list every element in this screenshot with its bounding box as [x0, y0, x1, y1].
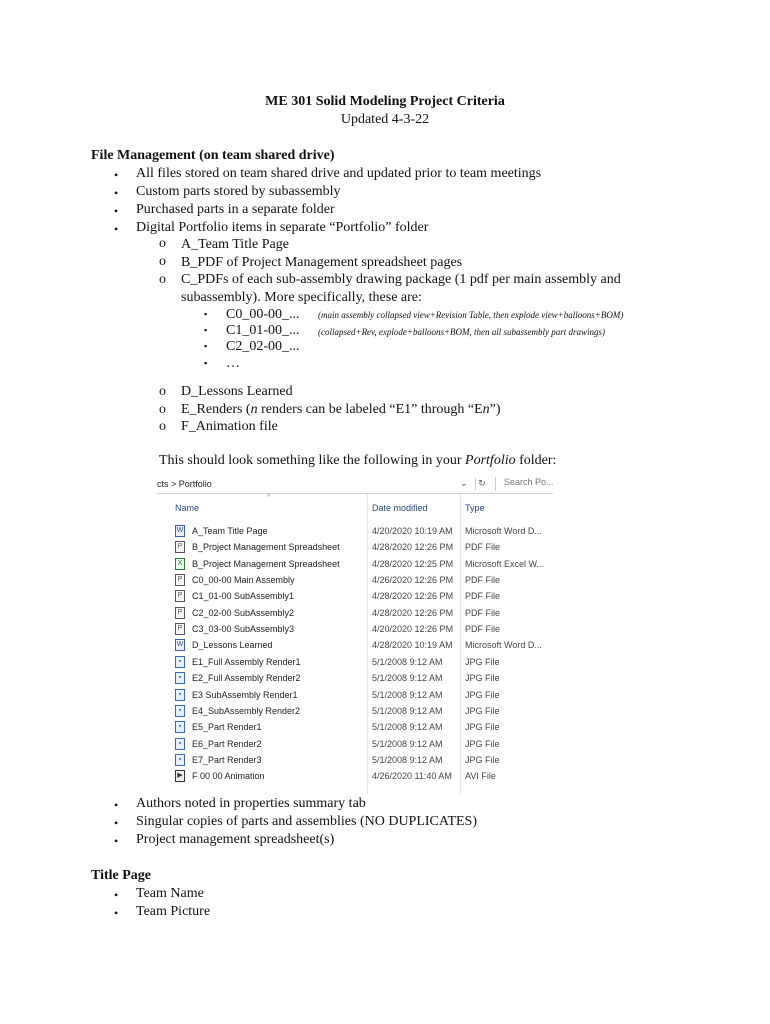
refresh-icon: ↻ [475, 478, 488, 490]
file-date: 4/26/2020 12:26 PM [372, 575, 454, 586]
file-date: 4/28/2020 12:25 PM [372, 558, 454, 569]
list-item: D_Lessons Learned [181, 384, 293, 399]
list-item-renders [181, 402, 501, 418]
file-jpg-icon: ▪ [175, 672, 185, 684]
file-name: E1_Full Assembly Render1 [192, 656, 301, 667]
search-input: Search Po... [495, 477, 560, 491]
file-row [175, 671, 553, 687]
list-item: Purchased parts in a separate folder [136, 202, 335, 217]
text-italic: Portfolio [465, 453, 516, 468]
square-bullet-icon: ▪ [204, 325, 208, 335]
page-subtitle: Updated 4-3-22 [340, 112, 430, 127]
list-item-continued: subassembly). More specifically, these are: [181, 290, 422, 305]
file-type: JPG File [465, 722, 500, 733]
list-item: C1_01-00_... [226, 323, 300, 338]
file-name: E6_Part Render2 [192, 738, 262, 749]
bullet-icon: • [114, 204, 119, 218]
file-avi-icon: ▶ [175, 770, 185, 782]
file-date: 4/28/2020 10:19 AM [372, 640, 453, 651]
file-name: E3 SubAssembly Render1 [192, 689, 298, 700]
bullet-icon: • [114, 222, 119, 236]
chevron-down-icon: ⌄ [460, 478, 468, 488]
section-heading-title-page: Title Page [91, 868, 152, 883]
file-row [175, 573, 553, 589]
file-date: 4/20/2020 10:19 AM [372, 526, 453, 536]
column-header-date: Date modified [372, 503, 428, 513]
list-item: Custom parts stored by subassembly [136, 184, 341, 199]
square-bullet-icon: ▪ [204, 309, 208, 319]
file-jpg-icon: ▪ [175, 738, 185, 750]
list-item: F_Animation file [181, 419, 278, 434]
bullet-icon: • [114, 834, 119, 848]
file-row [175, 769, 553, 785]
file-type: PDF File [465, 575, 501, 586]
list-item: Singular copies of parts and assemblies (NO DUPLICATES) [136, 814, 478, 829]
file-date: 5/1/2008 9:12 AM [372, 673, 443, 684]
file-pdf-icon: P [175, 590, 185, 602]
bullet-icon: • [114, 816, 119, 830]
file-excel-icon: X [175, 558, 185, 570]
file-name: C0_00-00 Main Assembly [192, 575, 295, 586]
file-type: JPG File [465, 738, 500, 749]
file-row [175, 540, 553, 556]
file-jpg-icon: ▪ [175, 705, 185, 717]
file-name: F 00 00 Animation [192, 771, 265, 782]
file-type: Microsoft Excel W... [465, 558, 545, 569]
file-name: C1_01-00 SubAssembly1 [192, 591, 295, 602]
bullet-icon: • [114, 906, 119, 920]
text-segment: This should look something like the following in your [159, 453, 466, 468]
file-pdf-icon: P [175, 541, 185, 553]
section-heading-file-management: File Management (on team shared drive) [91, 148, 335, 163]
file-pdf-icon: P [175, 623, 185, 635]
circle-bullet-icon: o [159, 254, 166, 269]
file-type: PDF File [465, 607, 501, 618]
file-date: 4/28/2020 12:26 PM [372, 542, 454, 553]
file-date: 5/1/2008 9:12 AM [372, 656, 443, 667]
file-row [175, 688, 553, 704]
file-jpg-icon: ▪ [175, 721, 185, 733]
list-item: Team Name [136, 886, 204, 901]
bullet-icon: • [114, 888, 119, 902]
file-date: 5/1/2008 9:12 AM [372, 738, 443, 749]
address-bar [157, 477, 553, 494]
file-row [175, 704, 553, 720]
bullet-icon: • [114, 186, 119, 200]
file-date: 5/1/2008 9:12 AM [372, 689, 443, 700]
file-name: D_Lessons Learned [192, 640, 273, 651]
file-date: 5/1/2008 9:12 AM [372, 754, 443, 765]
text-italic: n [250, 402, 258, 417]
text-italic: n [482, 402, 490, 417]
file-type: JPG File [465, 673, 500, 684]
circle-bullet-icon: o [159, 419, 166, 434]
file-name: E5_Part Render1 [192, 722, 262, 733]
file-type: AVI File [465, 771, 496, 782]
file-date: 4/20/2020 12:26 PM [372, 624, 454, 635]
explorer-intro [159, 453, 556, 469]
file-name: A_Team Title Page [192, 526, 268, 536]
list-item: All files stored on team shared drive and updated prior to team meetings [136, 166, 542, 181]
bullet-icon: • [114, 798, 119, 812]
breadcrumb: cts > Portfolio [157, 479, 212, 489]
file-type: PDF File [465, 624, 501, 635]
file-pdf-icon: P [175, 607, 185, 619]
file-name: C2_02-00 SubAssembly2 [192, 607, 295, 618]
file-name: E4_SubAssembly Render2 [192, 705, 301, 716]
sort-arrow-icon: ^ [267, 494, 271, 501]
list-item: C2_02-00_... [226, 339, 300, 354]
text-segment: ”) [489, 402, 501, 417]
file-row [175, 622, 553, 638]
file-word-icon: W [175, 525, 185, 537]
text-segment: E_Renders ( [181, 402, 251, 417]
file-explorer-screenshot [157, 474, 553, 794]
list-item: B_PDF of Project Management spreadsheet pages [181, 255, 463, 270]
file-row [175, 524, 553, 540]
file-row [175, 720, 553, 736]
square-bullet-icon: ▪ [204, 341, 208, 351]
file-row [175, 557, 553, 573]
text-segment: renders can be labeled “E1” through “E [257, 402, 483, 417]
file-date: 4/26/2020 11:40 AM [372, 771, 452, 782]
file-row [175, 589, 553, 605]
file-date: 5/1/2008 9:12 AM [372, 722, 443, 733]
file-jpg-icon: ▪ [175, 689, 185, 701]
list-item: C_PDFs of each sub-assembly drawing package (1 pdf per main assembly and [181, 272, 621, 287]
list-item: Team Picture [136, 904, 211, 919]
list-item: Project management spreadsheet(s) [136, 832, 335, 847]
file-type: PDF File [465, 542, 501, 553]
file-row [175, 606, 553, 622]
file-jpg-icon: ▪ [175, 656, 185, 668]
column-header-name: Name [175, 503, 200, 513]
bullet-icon: • [114, 168, 119, 182]
file-row [175, 638, 553, 654]
file-type: JPG File [465, 689, 500, 700]
file-date: 4/28/2020 12:26 PM [372, 591, 454, 602]
file-type: JPG File [465, 705, 500, 716]
circle-bullet-icon: o [159, 384, 166, 399]
list-item: … [226, 356, 240, 371]
file-name: E7_Part Render3 [192, 754, 262, 765]
text-segment: folder: [515, 453, 557, 468]
file-jpg-icon: ▪ [175, 754, 185, 766]
file-date: 5/1/2008 9:12 AM [372, 705, 443, 716]
file-type: JPG File [465, 754, 500, 765]
file-row [175, 753, 553, 769]
file-name: E2_Full Assembly Render2 [192, 673, 301, 684]
file-name: B_Project Management Spreadsheet [192, 542, 340, 553]
file-name: C3_03-00 SubAssembly3 [192, 624, 295, 635]
file-type: Microsoft Word D... [465, 640, 542, 651]
list-item: C0_00-00_... [226, 307, 300, 322]
file-type: Microsoft Word D... [465, 526, 542, 536]
file-date: 4/28/2020 12:26 PM [372, 607, 454, 618]
circle-bullet-icon: o [159, 272, 166, 287]
list-item-note: (main assembly collapsed view+Revision Table, then explode view+balloons+BOM) [318, 310, 624, 320]
list-item: Authors noted in properties summary tab [136, 796, 366, 811]
circle-bullet-icon: o [159, 402, 166, 417]
file-type: JPG File [465, 656, 500, 667]
list-item: Digital Portfolio items in separate “Portfolio” folder [136, 220, 429, 235]
file-type: PDF File [465, 591, 501, 602]
square-bullet-icon: ▪ [204, 358, 208, 368]
list-item: A_Team Title Page [181, 237, 289, 252]
file-row [175, 737, 553, 753]
file-name: B_Project Management Spreadsheet [192, 558, 340, 569]
circle-bullet-icon: o [159, 236, 166, 251]
file-pdf-icon: P [175, 574, 185, 586]
page-title: ME 301 Solid Modeling Project Criteria [265, 94, 505, 109]
file-row [175, 655, 553, 671]
column-header-type: Type [465, 503, 485, 513]
list-item-note: (collapsed+Rev, explode+balloons+BOM, then all subassembly part drawings) [318, 327, 606, 337]
file-word-icon: W [175, 639, 185, 651]
